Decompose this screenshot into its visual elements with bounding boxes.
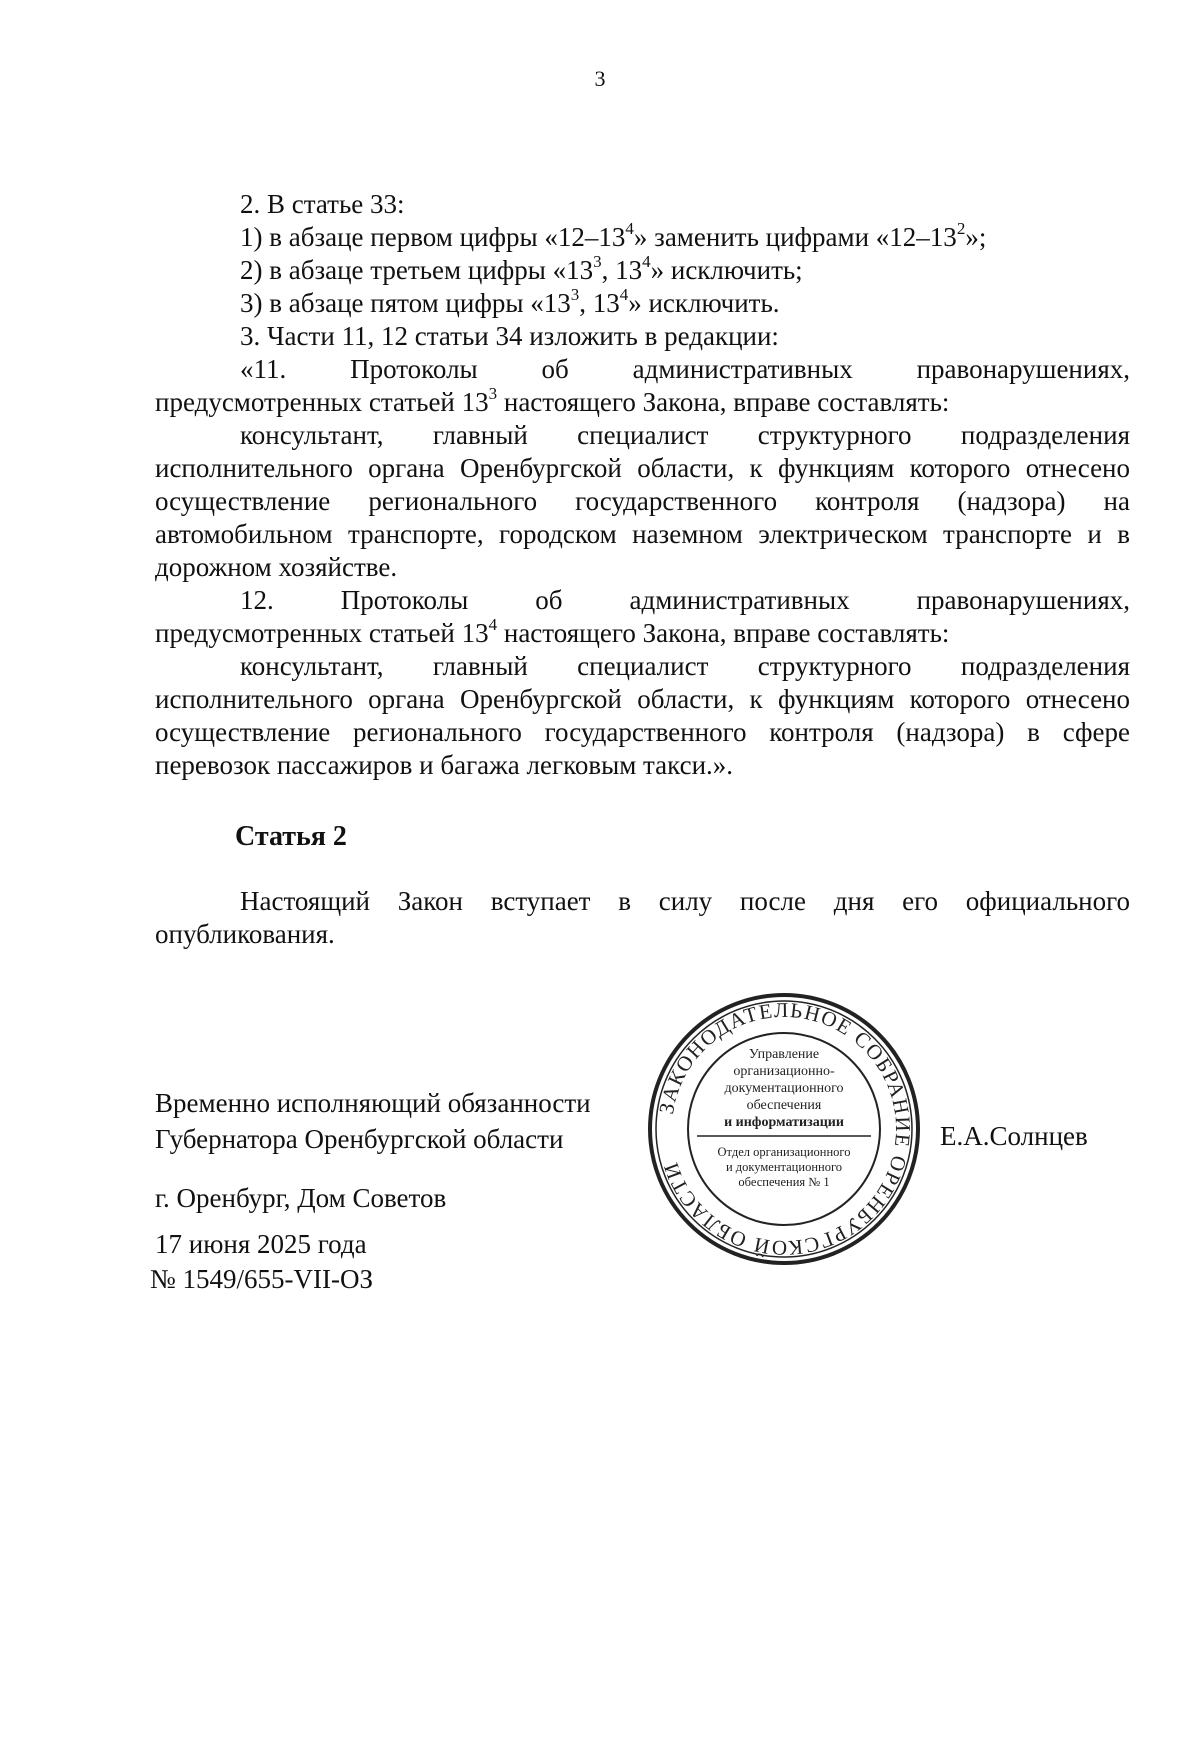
paragraph-part-11-line2: предусмотренных статьей $13^3$ настоящего Закона, вправе составлять: (155, 384, 950, 417)
article-2-paragraph: Настоящий Закон вступает в силу после дня его официального опубликования. (155, 886, 1130, 949)
paragraph-item-2: 2) в абзаце третьем цифры «$13^3$, $13^4$» исключить; (240, 252, 803, 285)
signatory-title-line2: Губернатора Оренбургской области (155, 1124, 564, 1154)
seal-upper-line-1: Управление (748, 1047, 820, 1062)
seal-upper-line-3: документационного (724, 1081, 844, 1096)
paragraph-part-12-line2: предусмотренных статьей $13^4$ настоящего Закона, вправе составлять: (155, 615, 950, 648)
seal-lower-line-1: Отдел организационного (717, 1145, 851, 1159)
paragraph-part-11-line1: «11. Протоколы об административных правонарушениях, (240, 354, 1130, 384)
paragraph-part-12-line1: 12. Протоколы об административных правонарушениях, (240, 585, 1130, 615)
seal-graphic (645, 990, 923, 1268)
seal-inner-text (697, 1047, 871, 1189)
article-2-heading: Статья 2 (235, 821, 347, 852)
signing-place: г. Оренбург, Дом Советов (155, 1183, 447, 1213)
page-number: 3 (594, 66, 606, 91)
seal-ring-text: ЗАКОНОДАТЕЛЬНОЕ СОБРАНИЕ ОРЕНБУРГСКОЙ ОБЛАСТИ (654, 997, 916, 1261)
paragraph-item-1: 1) в абзаце первом цифры «$12-13^4$» заменить цифрами «$12-13^2$»; (240, 219, 987, 252)
seal-upper-line-5: и информатизации (724, 1115, 844, 1130)
seal-upper-line-4: обеспечения (746, 1098, 822, 1113)
article-2-text (155, 885, 1130, 951)
paragraph-part-11-persons: консультант, главный специалист структурного подразделения исполнительного органа Оренбургской области, к функциям которого отнесено осуществление регионального государственного контроля (надзора) на автомобильном транспорте, городском наземном электрическом транспорте и в дорожном хозяйстве. (155, 420, 1130, 582)
paragraph-article-34: 3. Части 11, 12 статьи 34 изложить в редакции: (240, 321, 779, 351)
law-number: № 1549/655-VII-ОЗ (150, 1264, 374, 1294)
signatory-title-line1: Временно исполняющий обязанности (155, 1088, 591, 1118)
signatory-title (155, 1085, 591, 1157)
paragraph-item-3: 3) в абзаце пятом цифры «$13^3$, $13^4$» исключить. (240, 285, 780, 318)
paragraph-part-12-persons: консультант, главный специалист структурного подразделения исполнительного органа Оренбургской области, к функциям которого отнесено осуществление регионального государственного контроля (надзора) в сфере перевозок пассажиров и багажа легковым такси.». (155, 651, 1130, 780)
amendment-text (155, 188, 1130, 782)
paragraph-article-33: 2. В статье 33: (240, 189, 405, 219)
official-seal (645, 990, 923, 1268)
seal-lower-line-2: и документационного (725, 1160, 843, 1174)
signatory-name: Е.А.Солнцев (940, 1121, 1088, 1151)
seal-lower-line-3: обеспечения № 1 (738, 1175, 830, 1189)
signing-date: 17 июня 2025 года (155, 1229, 367, 1259)
seal-upper-line-2: организационно- (733, 1064, 835, 1079)
